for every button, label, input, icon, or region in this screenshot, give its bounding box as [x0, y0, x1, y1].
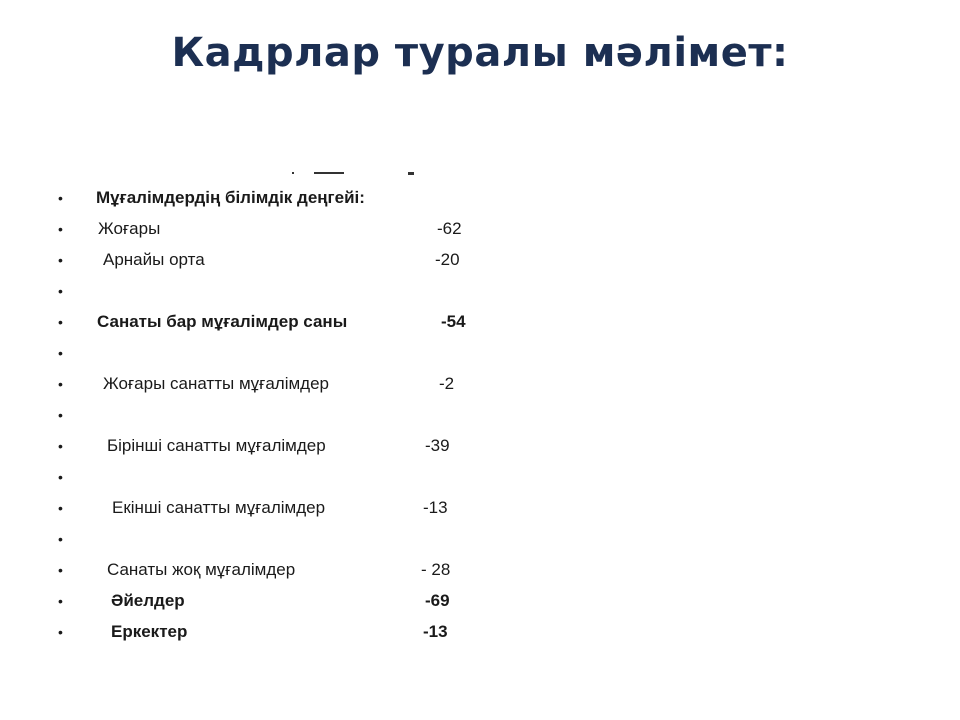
list-item-higher	[0, 216, 620, 242]
item-value: -54	[441, 312, 466, 331]
bullet-icon: •	[58, 314, 63, 330]
item-label: Мұғалімдердің білімдік деңгейі:	[96, 188, 365, 207]
bullet-icon: •	[58, 283, 63, 299]
item-label: Жоғары	[98, 219, 161, 238]
item-value: -13	[423, 498, 448, 517]
item-label: Санаты бар мұғалімдер саны	[97, 312, 348, 331]
list-item-uncategorized	[0, 557, 620, 583]
item-value: - 28	[421, 560, 451, 579]
list-item-second-category	[0, 495, 620, 521]
item-value: -39	[425, 436, 450, 455]
list-item-categorized-teachers	[0, 309, 620, 335]
bullet-icon: •	[58, 500, 63, 516]
bullet-icon: •	[58, 252, 63, 268]
item-label: Еркектер	[111, 622, 188, 641]
list-item-empty	[0, 464, 620, 490]
item-value: -62	[437, 219, 462, 238]
item-label: Жоғары санатты мұғалімдер	[103, 374, 330, 393]
bullet-icon: •	[58, 593, 63, 609]
list-item-special-secondary	[0, 247, 620, 273]
list-item-empty	[0, 340, 620, 366]
item-value: -13	[423, 622, 448, 641]
item-label: Бірінші санатты мұғалімдер	[107, 436, 326, 455]
bullet-icon: •	[58, 624, 63, 640]
bullet-icon: •	[58, 376, 63, 392]
list-item-women	[0, 588, 620, 614]
item-label: Санаты жоқ мұғалімдер	[107, 560, 296, 579]
bullet-icon: •	[58, 438, 63, 454]
list-item-highest-category	[0, 371, 620, 397]
list-item-empty	[0, 526, 620, 552]
item-value: -2	[439, 374, 455, 393]
list-item-first-category	[0, 433, 620, 459]
bullet-icon: •	[58, 469, 63, 485]
list-item-education-level	[0, 185, 620, 211]
item-label: Әйелдер	[111, 591, 185, 610]
slide-title: Кадрлар туралы мәлімет:	[171, 30, 789, 76]
bullet-icon: •	[58, 562, 63, 578]
item-label: Екінші санатты мұғалімдер	[112, 498, 326, 517]
bullet-icon: •	[58, 345, 63, 361]
list-item-empty	[0, 402, 620, 428]
item-value: -20	[435, 250, 460, 269]
bullet-icon: •	[58, 531, 63, 547]
bullet-icon: •	[58, 407, 63, 423]
bullet-icon: •	[58, 190, 63, 206]
item-label: Арнайы орта	[103, 250, 205, 269]
item-value: -69	[425, 591, 450, 610]
list-item-empty	[0, 278, 620, 304]
bullet-icon: •	[58, 221, 63, 237]
list-item-men	[0, 619, 620, 645]
